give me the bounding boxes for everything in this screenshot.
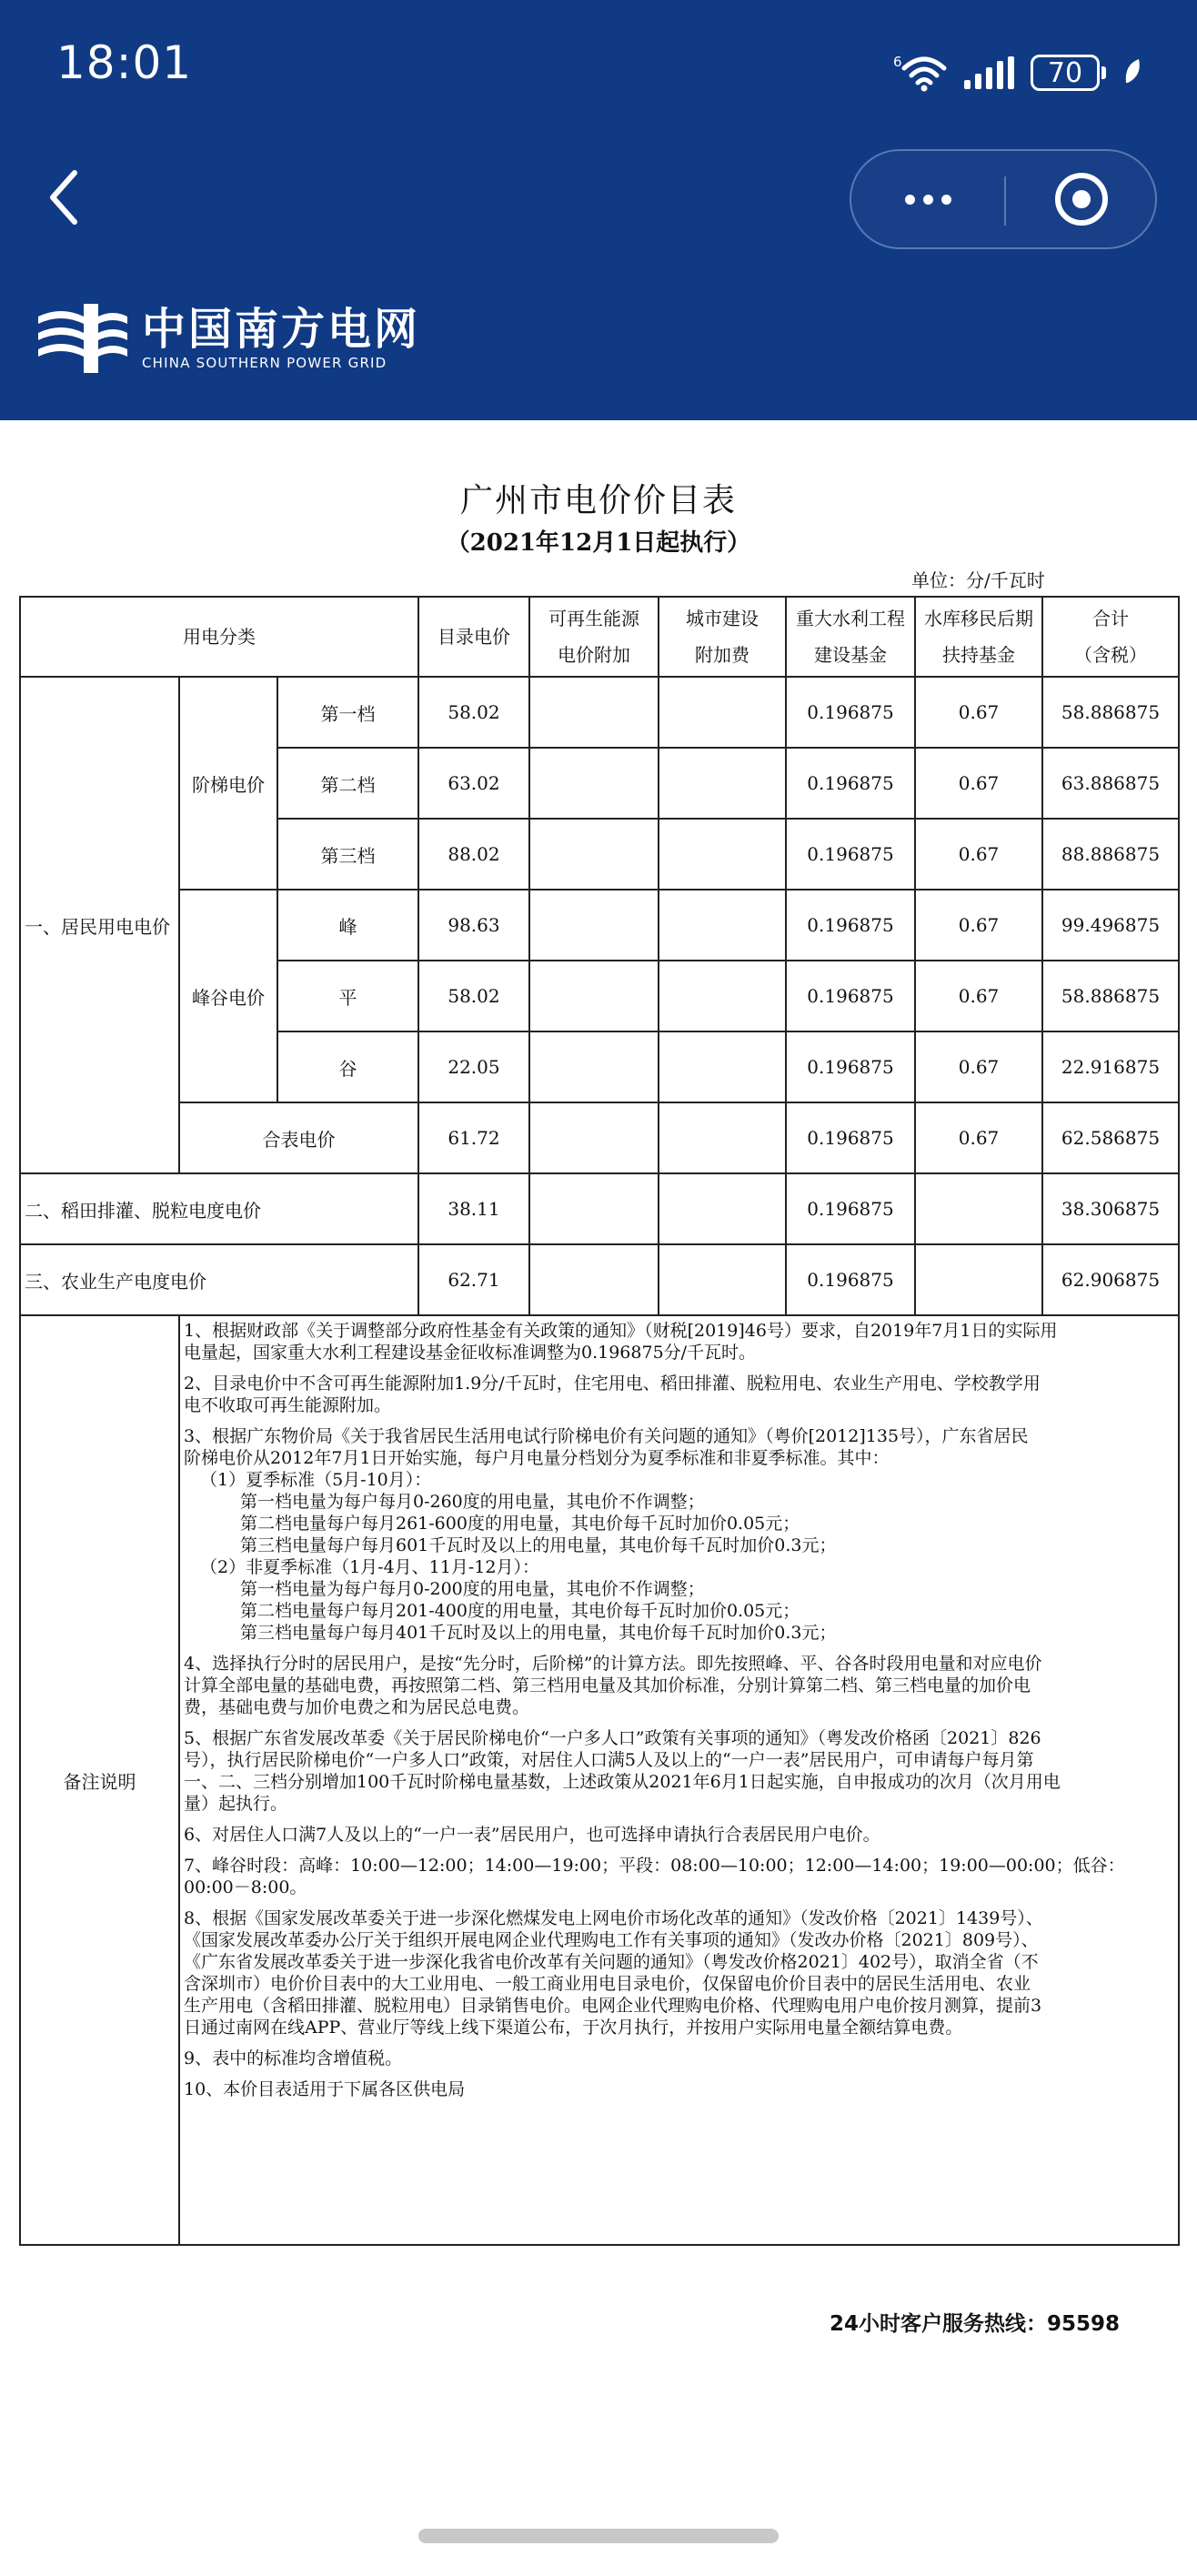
cell-total: 22.916875 <box>1042 1031 1179 1102</box>
row-label: 第一档 <box>277 677 418 748</box>
group-residential: 一、居民用电电价 <box>20 677 179 1173</box>
close-miniprogram-button[interactable] <box>1006 151 1157 247</box>
table-header-row <box>20 597 1179 677</box>
cell-reservoir: 0.67 <box>915 961 1042 1031</box>
cell-reservoir: 0.67 <box>915 890 1042 961</box>
row-label: 谷 <box>277 1031 418 1102</box>
target-icon <box>1053 171 1110 227</box>
wifi-6-icon <box>893 50 948 96</box>
cell-hydro: 0.196875 <box>786 1031 915 1102</box>
price-table <box>19 596 1180 2246</box>
notes-row <box>20 1315 1179 2245</box>
document-subtitle: （2021年12月1日起执行） <box>446 529 751 557</box>
app-header <box>0 0 1197 420</box>
cell-hydro: 0.196875 <box>786 677 915 748</box>
cell-total: 58.886875 <box>1042 961 1179 1031</box>
cell-base: 22.05 <box>418 1031 529 1102</box>
cell-base: 61.72 <box>418 1102 529 1173</box>
row-label: 二、稻田排灌、脱粒电度电价 <box>20 1173 418 1244</box>
back-button[interactable] <box>40 166 95 229</box>
cell-base: 88.02 <box>418 819 529 890</box>
header-reservoir: 水库移民后期 扶持基金 <box>915 597 1042 677</box>
cell-hydro: 0.196875 <box>786 961 915 1031</box>
cell-base: 38.11 <box>418 1173 529 1244</box>
group-tiered: 阶梯电价 <box>179 677 277 890</box>
row-label: 合表电价 <box>179 1102 418 1173</box>
brand-name-en: CHINA SOUTHERN POWER GRID <box>142 355 387 371</box>
cell-hydro: 0.196875 <box>786 1102 915 1173</box>
cell-total: 62.906875 <box>1042 1244 1179 1315</box>
cell-total: 63.886875 <box>1042 748 1179 819</box>
cell-reservoir: 0.67 <box>915 1031 1042 1102</box>
header-urban: 城市建设 附加费 <box>659 597 786 677</box>
row-label: 平 <box>277 961 418 1031</box>
note-3: 3、根据广东物价局《关于我省居民生活用电试行阶梯电价有关问题的通知》（粤价[2012]135号），广东省居民 阶梯电价从2012年7月1日开始实施，每户月电量分档划分为夏季标准和非夏季标准。其中： （1）夏季标准（5月-10月）： 第一档电量为每户每月0-260度的用电量，其电价不作调整； 第二档电量每户每月261-600度的用电量，其电价每千瓦时加价0.05元； 第三档电量每户每月601千瓦时及以上的用电量，其电价每千瓦时加价0.3元； （2）非夏季标准（1月-4月、11月-12月）： 第一档电量为每户每月0-200度的用电量，其电价不作调整； 第二档电量每户每月201-400度的用电量，其电价每千瓦时加价0.05元； 第三档电量每户每月401千瓦时及以上的用电量，其电价每千瓦时加价0.3元； <box>184 1426 1029 1643</box>
brand-name-cn: 中国南方电网 <box>142 304 421 355</box>
cell-reservoir: 0.67 <box>915 819 1042 890</box>
cell-hydro: 0.196875 <box>786 890 915 961</box>
cell-hydro: 0.196875 <box>786 1173 915 1244</box>
header-hydro: 重大水利工程 建设基金 <box>786 597 915 677</box>
row-label: 第二档 <box>277 748 418 819</box>
document-title: 广州市电价价目表 <box>459 482 737 519</box>
cell-base: 58.02 <box>418 677 529 748</box>
cell-base: 98.63 <box>418 890 529 961</box>
home-indicator[interactable] <box>418 2529 779 2543</box>
table-row <box>20 1244 1179 1315</box>
header-category: 用电分类 <box>20 597 418 677</box>
cell-base: 58.02 <box>418 961 529 1031</box>
header-renewable: 可再生能源 电价附加 <box>529 597 659 677</box>
cell-total: 62.586875 <box>1042 1102 1179 1173</box>
mini-program-capsule <box>850 149 1157 249</box>
unit-label: 单位：分/千瓦时 <box>911 569 1045 591</box>
header-total: 合计 （含税） <box>1042 597 1179 677</box>
service-hotline: 24小时客户服务热线：95598 <box>830 2312 1121 2336</box>
note-8: 8、根据《国家发展改革委关于进一步深化燃煤发电上网电价市场化改革的通知》（发改价格〔2021〕1439号）、 《国家发展改革委办公厅关于组织开展电网企业代理购电工作有关事项的通知》（发改办价格〔2021〕809号）、 《广东省发展改革委关于进一步深化我省电价改革有关问题的通知》（粤发改价格2021〕402号），取消全省（不 含深圳市）电价价目表中的大工业用电、一般工商业用电目录电价，仅保留电价价目表中的居民生活用电、农业 生产用电（含稻田排灌、脱粒用电）目录销售电价。电网企业代理购电价格、代理购电用户电价按月测算，提前3 日通过南网在线APP、营业厅等线上线下渠道公布，于次月执行，并按用户实际用电量全额结算电费。 <box>184 1908 1043 2038</box>
cell-hydro: 0.196875 <box>786 1244 915 1315</box>
chevron-left-icon <box>40 166 95 229</box>
price-document <box>0 420 1197 2576</box>
table-row <box>20 1173 1179 1244</box>
cell-reservoir: 0.67 <box>915 677 1042 748</box>
leaf-icon <box>1122 55 1142 90</box>
table-row <box>20 890 1179 961</box>
note-10: 10、本价目表适用于下属各区供电局 <box>184 2079 466 2099</box>
battery-icon <box>1031 55 1106 91</box>
status-icons <box>893 47 1142 98</box>
power-grid-logo-icon <box>38 304 129 373</box>
svg-text:6: 6 <box>893 54 902 70</box>
note-7: 7、峰谷时段：高峰：10:00—12:00；14:00—19:00；平段：08:00—10:00；12:00—14:00；19:00—00:00；低谷： 00:00－8:00。 <box>184 1856 1125 1897</box>
notes-content <box>179 1315 1179 2245</box>
cell-base: 63.02 <box>418 748 529 819</box>
row-label: 三、农业生产电度电价 <box>20 1244 418 1315</box>
note-4: 4、选择执行分时的居民用户，是按“先分时，后阶梯”的计算方法。即先按照峰、平、谷各时段用电量和对应电价 计算全部电量的基础电费，再按照第二档、第三档用电量及其加价标准，分别计算第二档、第三档电量的加价电 费，基础电费与加价电费之和为居民总电费。 <box>184 1654 1042 1717</box>
header-base-price: 目录电价 <box>418 597 529 677</box>
cell-total: 58.886875 <box>1042 677 1179 748</box>
dot-icon <box>923 195 933 205</box>
cell-hydro: 0.196875 <box>786 819 915 890</box>
note-1: 1、根据财政部《关于调整部分政府性基金有关政策的通知》（财税[2019]46号）要求，自2019年7月1日的实际用 电量起，国家重大水利工程建设基金征收标准调整为0.196875分/千瓦时。 <box>184 1321 1058 1363</box>
row-label: 峰 <box>277 890 418 961</box>
status-time: 18:01 <box>56 36 193 89</box>
signal-icon <box>964 56 1014 89</box>
cell-total: 88.886875 <box>1042 819 1179 890</box>
battery-level: 70 <box>1031 55 1100 91</box>
cell-total: 99.496875 <box>1042 890 1179 961</box>
note-2: 2、目录电价中不含可再生能源附加1.9分/千瓦时，住宅用电、稻田排灌、脱粒用电、农业生产用电、学校教学用 电不收取可再生能源附加。 <box>184 1374 1041 1415</box>
table-row <box>20 1102 1179 1173</box>
cell-total: 38.306875 <box>1042 1173 1179 1244</box>
cell-base: 62.71 <box>418 1244 529 1315</box>
group-tou: 峰谷电价 <box>179 890 277 1102</box>
note-9: 9、表中的标准均含增值税。 <box>184 2048 403 2068</box>
note-6: 6、对居住人口满7人及以上的“一户一表”居民用户，也可选择申请执行合表居民用户电价。 <box>184 1825 880 1845</box>
cell-hydro: 0.196875 <box>786 748 915 819</box>
notes-label: 备注说明 <box>20 1315 179 2245</box>
table-row <box>20 677 1179 748</box>
row-label: 第三档 <box>277 819 418 890</box>
note-5: 5、根据广东省发展改革委《关于居民阶梯电价“一户多人口”政策有关事项的通知》（粤发改价格函〔2021〕826 号），执行居民阶梯电价“一户多人口”政策，对居住人口满5人及以上的“一户一表”居民用户，可申请每户每月第 一、二、三档分别增加100千瓦时阶梯电量基数，上述政策从2021年6月1日起实施，自申报成功的次月（次月用电 量）起执行。 <box>184 1728 1061 1814</box>
dot-icon <box>941 195 951 205</box>
dot-icon <box>905 195 915 205</box>
cell-reservoir: 0.67 <box>915 1102 1042 1173</box>
brand-logo <box>38 304 420 373</box>
cell-reservoir: 0.67 <box>915 748 1042 819</box>
more-button[interactable] <box>851 151 1004 247</box>
